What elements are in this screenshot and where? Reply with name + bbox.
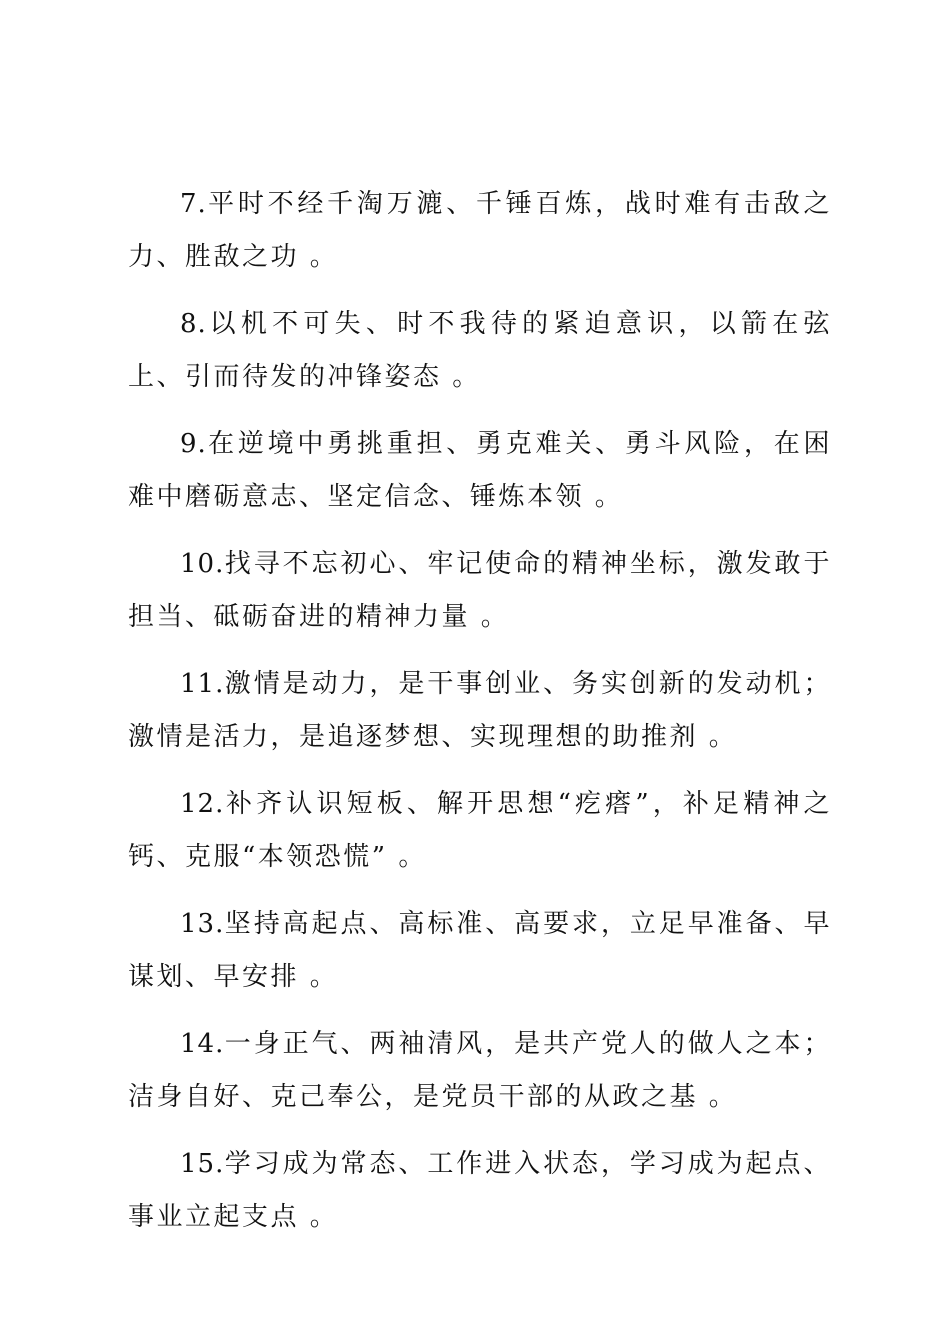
- paragraph-number: 9.: [180, 429, 207, 459]
- paragraph-text: 补齐认识短板、解开思想“疙瘩”，补足精神之钙、克服“本领恐慌” 。: [128, 789, 832, 872]
- paragraph-10: [128, 538, 832, 644]
- paragraph-text: 学习成为常态、工作进入状态，学习成为起点、事业立起支点 。: [128, 1149, 832, 1232]
- paragraph-text: 在逆境中勇挑重担、勇克难关、勇斗风险，在困难中磨砺意志、坚定信念、锤炼本领 。: [128, 429, 832, 512]
- paragraph-text: 坚持高起点、高标准、高要求，立足早准备、早谋划、早安排 。: [128, 909, 832, 992]
- paragraph-number: 15.: [180, 1149, 225, 1179]
- paragraph-number: 14.: [180, 1029, 225, 1059]
- paragraph-text: 以机不可失、时不我待的紧迫意识，以箭在弦上、引而待发的冲锋姿态 。: [128, 309, 832, 392]
- paragraph-8: [128, 298, 832, 404]
- paragraph-text: 平时不经千淘万漉、千锤百炼，战时难有击敌之力、胜敌之功 。: [128, 189, 832, 272]
- paragraph-13: [128, 898, 832, 1004]
- paragraph-9: [128, 418, 832, 524]
- paragraph-15: [128, 1138, 832, 1244]
- paragraph-14: [128, 1018, 832, 1124]
- paragraph-text: 找寻不忘初心、牢记使命的精神坐标，激发敢于担当、砥砺奋进的精神力量 。: [128, 549, 832, 632]
- paragraph-number: 8.: [180, 309, 207, 339]
- paragraph-text: 激情是动力，是干事创业、务实创新的发动机；激情是活力，是追逐梦想、实现理想的助推剂 。: [128, 669, 832, 752]
- paragraph-number: 7.: [180, 189, 207, 219]
- paragraph-12: [128, 778, 832, 884]
- paragraph-number: 11.: [180, 669, 225, 699]
- paragraph-number: 12.: [180, 789, 225, 819]
- paragraph-number: 13.: [180, 909, 225, 939]
- paragraph-text: 一身正气、两袖清风，是共产党人的做人之本；洁身自好、克己奉公，是党员干部的从政之基 。: [128, 1029, 832, 1112]
- paragraph-number: 10.: [180, 549, 225, 579]
- document-body: [128, 178, 832, 1258]
- paragraph-11: [128, 658, 832, 764]
- paragraph-7: [128, 178, 832, 284]
